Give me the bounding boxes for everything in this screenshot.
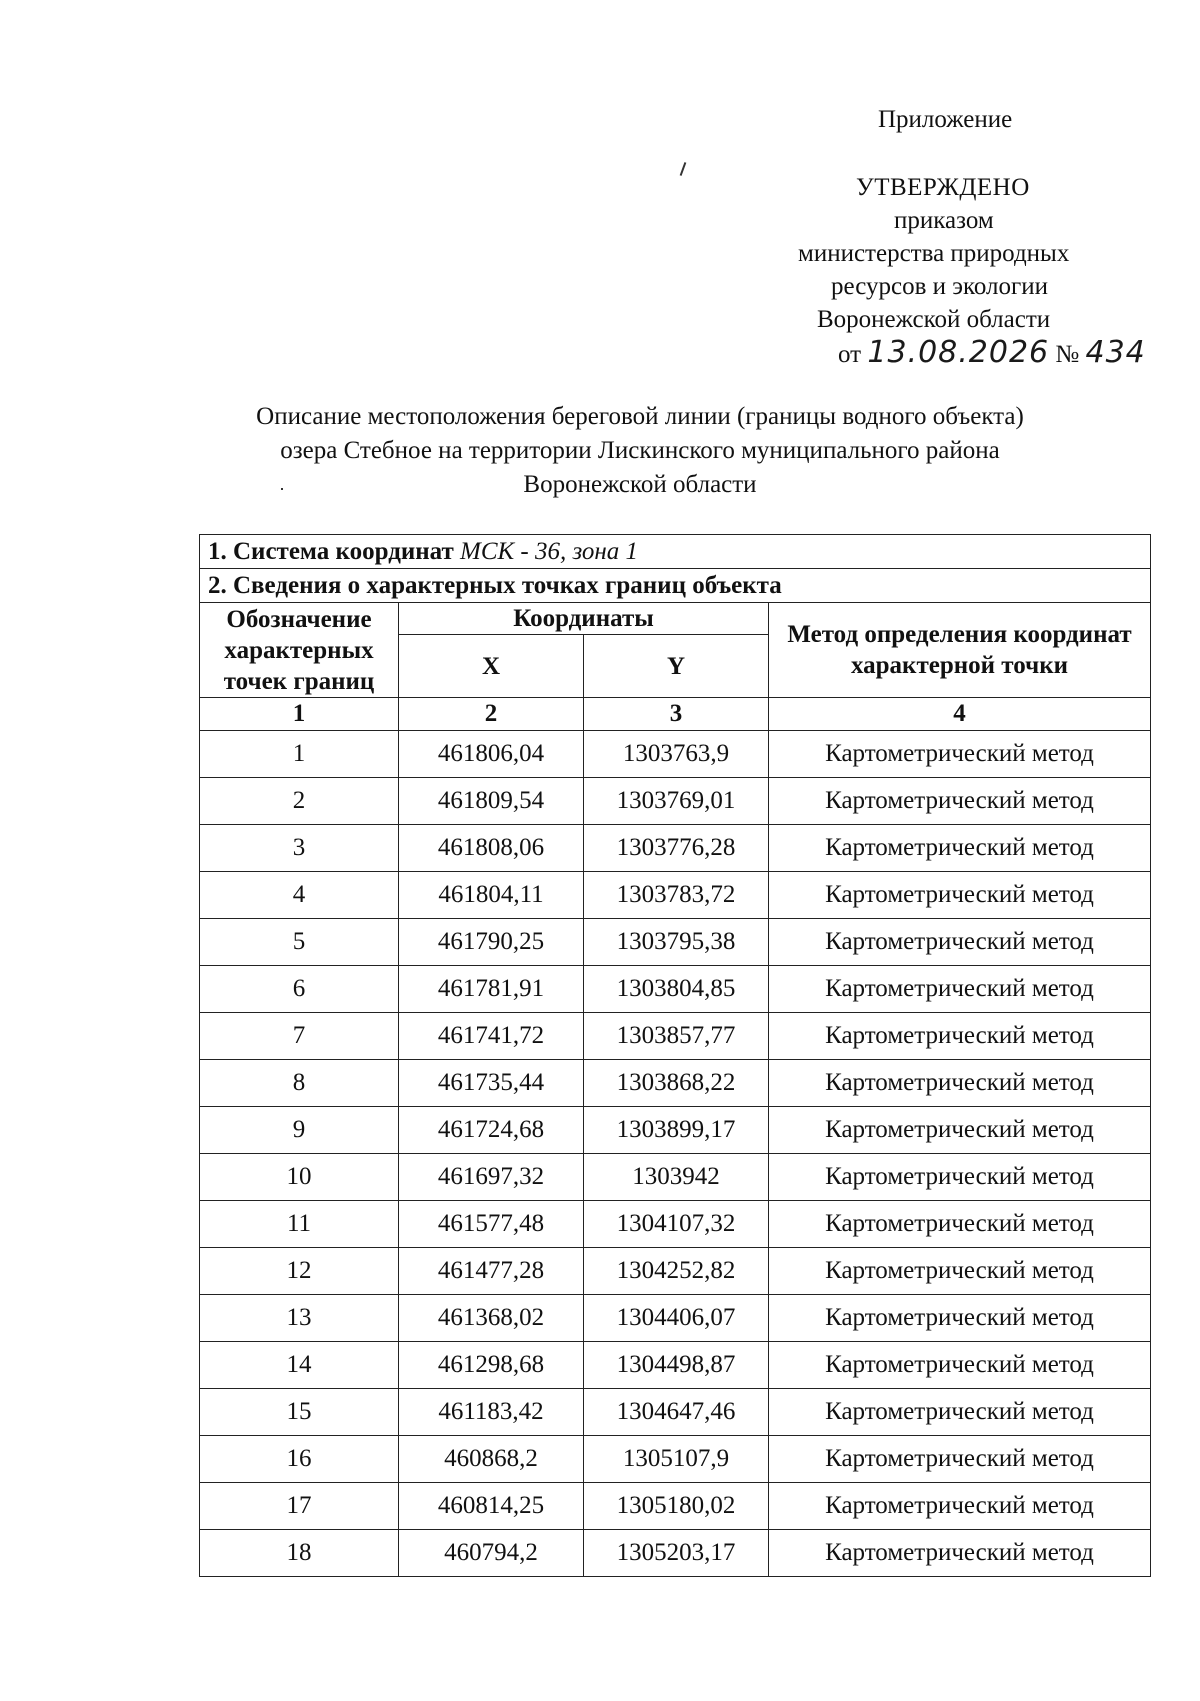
x-coordinate-cell: 461804,11 [399,872,584,919]
number-prefix: № [1055,341,1080,368]
header-x: X [399,635,584,698]
point-id-cell: 14 [200,1342,399,1389]
table-row [200,825,1151,872]
y-coordinate-cell: 1304107,32 [584,1201,769,1248]
table-row [200,1154,1151,1201]
table-row [200,1248,1151,1295]
point-id-cell: 15 [200,1389,399,1436]
point-id-cell: 18 [200,1530,399,1577]
method-cell: Картометрический метод [769,1060,1151,1107]
y-coordinate-cell: 1303769,01 [584,778,769,825]
y-coordinate-cell: 1304647,46 [584,1389,769,1436]
point-id-cell: 13 [200,1295,399,1342]
table-row [200,1389,1151,1436]
point-id-cell: 16 [200,1436,399,1483]
header-method: Метод определения координат характерной точки [769,603,1151,698]
point-id-cell: 1 [200,731,399,778]
header-y: Y [584,635,769,698]
approved-label: УТВЕРЖДЕНО [856,174,1030,201]
coordinate-system-cell [200,535,1151,569]
x-coordinate-cell: 461577,48 [399,1201,584,1248]
point-id-cell: 4 [200,872,399,919]
method-cell: Картометрический метод [769,1389,1151,1436]
x-coordinate-cell: 461806,04 [399,731,584,778]
y-coordinate-cell: 1305203,17 [584,1530,769,1577]
y-coordinate-cell: 1305107,9 [584,1436,769,1483]
table-row [200,1201,1151,1248]
table-row [200,778,1151,825]
table-row [200,731,1151,778]
x-coordinate-cell: 461741,72 [399,1013,584,1060]
coordinate-system-label: 1. Система координат [208,537,454,565]
y-coordinate-cell: 1303795,38 [584,919,769,966]
y-coordinate-cell: 1303763,9 [584,731,769,778]
point-id-cell: 17 [200,1483,399,1530]
method-cell: Картометрический метод [769,1013,1151,1060]
method-cell: Картометрический метод [769,1530,1151,1577]
point-id-cell: 6 [200,966,399,1013]
table-row [200,1436,1151,1483]
order-line-2: министерства природных [798,240,1070,267]
handwritten-date: 13.08.2026 [867,335,1050,370]
x-coordinate-cell: 460868,2 [399,1436,584,1483]
method-cell: Картометрический метод [769,778,1151,825]
column-number-row [200,698,1151,731]
y-coordinate-cell: 1303783,72 [584,872,769,919]
point-id-cell: 7 [200,1013,399,1060]
point-id-cell: 11 [200,1201,399,1248]
method-cell: Картометрический метод [769,872,1151,919]
order-date-number [838,335,1146,370]
column-number: 1 [200,698,399,731]
x-coordinate-cell: 461368,02 [399,1295,584,1342]
method-cell: Картометрический метод [769,1342,1151,1389]
point-id-cell: 9 [200,1107,399,1154]
y-coordinate-cell: 1303857,77 [584,1013,769,1060]
title-line-3: Воронежской области [523,471,757,498]
date-prefix: от [838,341,862,368]
column-number: 4 [769,698,1151,731]
y-coordinate-cell: 1303776,28 [584,825,769,872]
points-info-heading: 2. Сведения о характерных точках границ объекта [200,569,1151,603]
method-cell: Картометрический метод [769,1201,1151,1248]
y-coordinate-cell: 1304498,87 [584,1342,769,1389]
table-row [200,1013,1151,1060]
column-number: 3 [584,698,769,731]
order-line-1: приказом [894,207,994,234]
header-point: Обозначение характерных точек границ [200,603,399,698]
section-row-2 [200,569,1151,603]
point-id-cell: 3 [200,825,399,872]
header-row-1 [200,603,1151,635]
point-id-cell: 2 [200,778,399,825]
method-cell: Картометрический метод [769,1107,1151,1154]
method-cell: Картометрический метод [769,966,1151,1013]
method-cell: Картометрический метод [769,1436,1151,1483]
y-coordinate-cell: 1303899,17 [584,1107,769,1154]
section-row-1 [200,535,1151,569]
table-row [200,1060,1151,1107]
x-coordinate-cell: 461298,68 [399,1342,584,1389]
y-coordinate-cell: 1303804,85 [584,966,769,1013]
title-line-2: озера Стебное на территории Лискинского муниципального района [280,437,1000,464]
table-row [200,966,1151,1013]
x-coordinate-cell: 461808,06 [399,825,584,872]
x-coordinate-cell: 461781,91 [399,966,584,1013]
method-cell: Картометрический метод [769,919,1151,966]
y-coordinate-cell: 1303868,22 [584,1060,769,1107]
point-id-cell: 5 [200,919,399,966]
scan-mark [680,162,687,176]
x-coordinate-cell: 461809,54 [399,778,584,825]
appendix-label: Приложение [878,106,1013,133]
x-coordinate-cell: 460814,25 [399,1483,584,1530]
y-coordinate-cell: 1305180,02 [584,1483,769,1530]
x-coordinate-cell: 461183,42 [399,1389,584,1436]
coordinates-table [199,534,1151,1577]
method-cell: Картометрический метод [769,1154,1151,1201]
y-coordinate-cell: 1303942 [584,1154,769,1201]
table-row [200,872,1151,919]
table-body [200,731,1151,1577]
table-row [200,919,1151,966]
order-line-3: ресурсов и экологии [831,273,1049,300]
table-row [200,1295,1151,1342]
method-cell: Картометрический метод [769,1295,1151,1342]
point-id-cell: 12 [200,1248,399,1295]
x-coordinate-cell: 461477,28 [399,1248,584,1295]
table-row [200,1342,1151,1389]
table-row [200,1530,1151,1577]
column-number: 2 [399,698,584,731]
y-coordinate-cell: 1304406,07 [584,1295,769,1342]
point-id-cell: 10 [200,1154,399,1201]
x-coordinate-cell: 461724,68 [399,1107,584,1154]
order-line-4: Воронежской области [817,306,1051,333]
x-coordinate-cell: 461735,44 [399,1060,584,1107]
method-cell: Картометрический метод [769,825,1151,872]
header-coords: Координаты [399,603,769,635]
y-coordinate-cell: 1304252,82 [584,1248,769,1295]
x-coordinate-cell: 461790,25 [399,919,584,966]
handwritten-number: 434 [1085,335,1146,370]
coordinate-system-value: МСК - 36, зона 1 [460,537,639,565]
x-coordinate-cell: 461697,32 [399,1154,584,1201]
document-title [200,400,1080,502]
title-line-1: Описание местоположения береговой линии (границы водного объекта) [256,403,1024,430]
table-row [200,1483,1151,1530]
method-cell: Картометрический метод [769,731,1151,778]
table-row [200,1107,1151,1154]
method-cell: Картометрический метод [769,1248,1151,1295]
x-coordinate-cell: 460794,2 [399,1530,584,1577]
point-id-cell: 8 [200,1060,399,1107]
method-cell: Картометрический метод [769,1483,1151,1530]
